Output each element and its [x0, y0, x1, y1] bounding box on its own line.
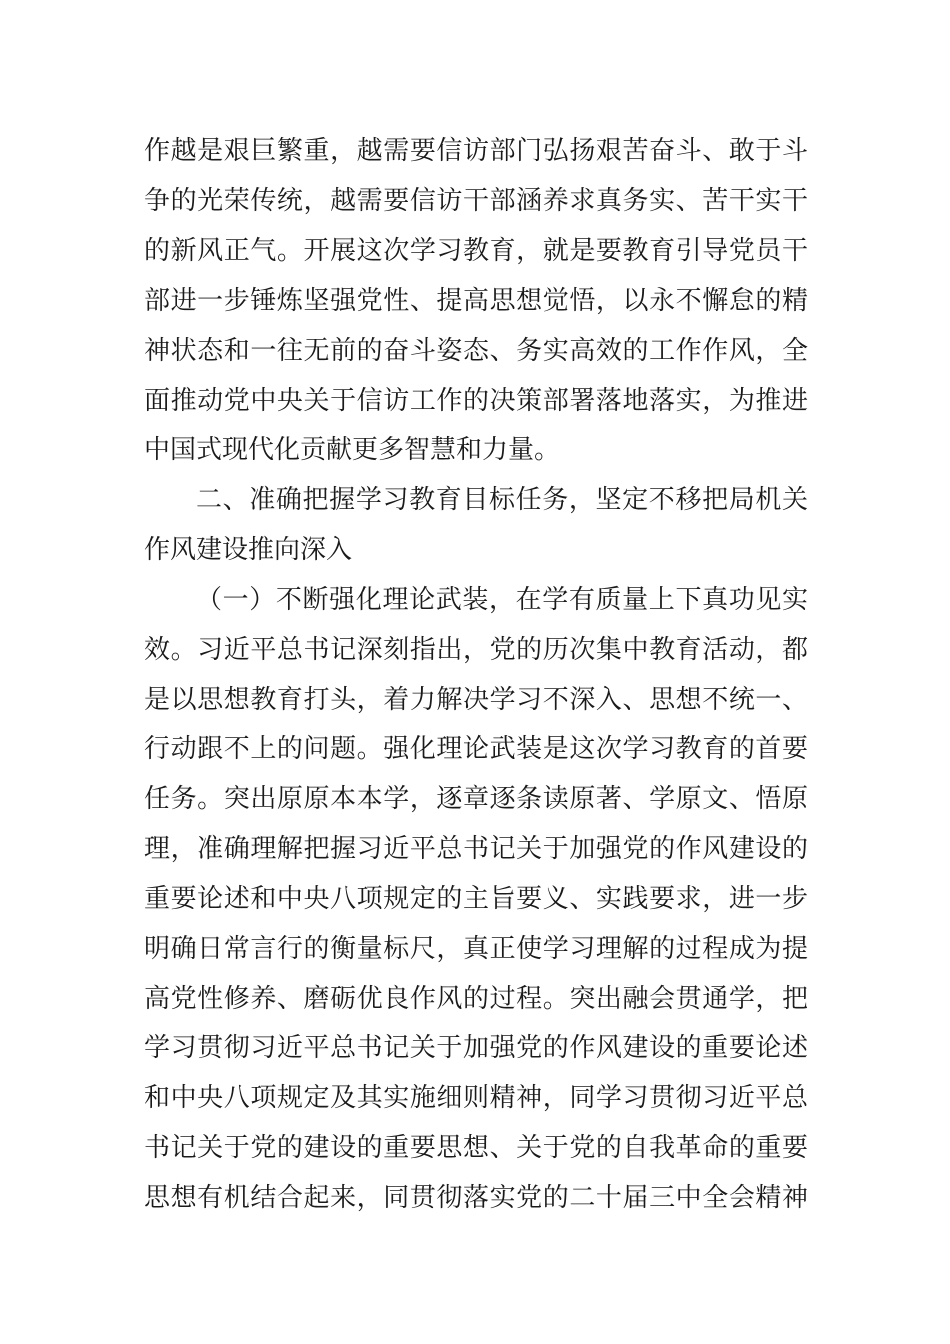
- body-text-line-11: 效。习近平总书记深刻指出，党的历次集中教育活动，都: [144, 635, 808, 665]
- section-heading-line-2: 作风建设推向深入: [144, 535, 353, 565]
- body-text-line-5: 神状态和一往无前的奋斗姿态、务实高效的工作作风，全: [144, 336, 808, 366]
- body-text-line-3: 的新风正气。开展这次学习教育，就是要教育引导党员干: [144, 236, 808, 266]
- body-text-line-2: 争的光荣传统，越需要信访干部涵养求真务实、苦干实干: [144, 186, 808, 216]
- body-text-line-14: 任务。突出原原本本学，逐章逐条读原著、学原文、悟原: [144, 784, 808, 814]
- body-text-line-16: 重要论述和中央八项规定的主旨要义、实践要求，进一步: [144, 884, 808, 914]
- body-text-line-17: 明确日常言行的衡量标尺，真正使学习理解的过程成为提: [144, 934, 808, 964]
- body-text-line-7: 中国式现代化贡献更多智慧和力量。: [144, 435, 561, 465]
- body-text-line-13: 行动跟不上的问题。强化理论武装是这次学习教育的首要: [144, 734, 808, 764]
- body-text-line-4: 部进一步锤炼坚强党性、提高思想觉悟，以永不懈怠的精: [144, 286, 808, 316]
- body-text-line-21: 书记关于党的建设的重要思想、关于党的自我革命的重要: [144, 1133, 808, 1163]
- body-text-line-15: 理，准确理解把握习近平总书记关于加强党的作风建设的: [144, 834, 808, 864]
- body-text-line-19: 学习贯彻习近平总书记关于加强党的作风建设的重要论述: [144, 1033, 808, 1063]
- subsection-heading-line: （一）不断强化理论武装，在学有质量上下真功见实: [196, 585, 808, 615]
- body-text-line-20: 和中央八项规定及其实施细则精神，同学习贯彻习近平总: [144, 1083, 808, 1113]
- body-text-line-18: 高党性修养、磨砺优良作风的过程。突出融会贯通学，把: [144, 984, 808, 1014]
- body-text-line-1: 作越是艰巨繁重，越需要信访部门弘扬艰苦奋斗、敢于斗: [144, 136, 808, 166]
- body-text-line-12: 是以思想教育打头，着力解决学习不深入、思想不统一、: [144, 685, 808, 715]
- body-text-line-22: 思想有机结合起来，同贯彻落实党的二十届三中全会精神: [144, 1183, 808, 1213]
- body-text-line-6: 面推动党中央关于信访工作的决策部署落地落实，为推进: [144, 386, 808, 416]
- section-heading-line-1: 二、准确把握学习教育目标任务，坚定不移把局机关: [196, 485, 808, 515]
